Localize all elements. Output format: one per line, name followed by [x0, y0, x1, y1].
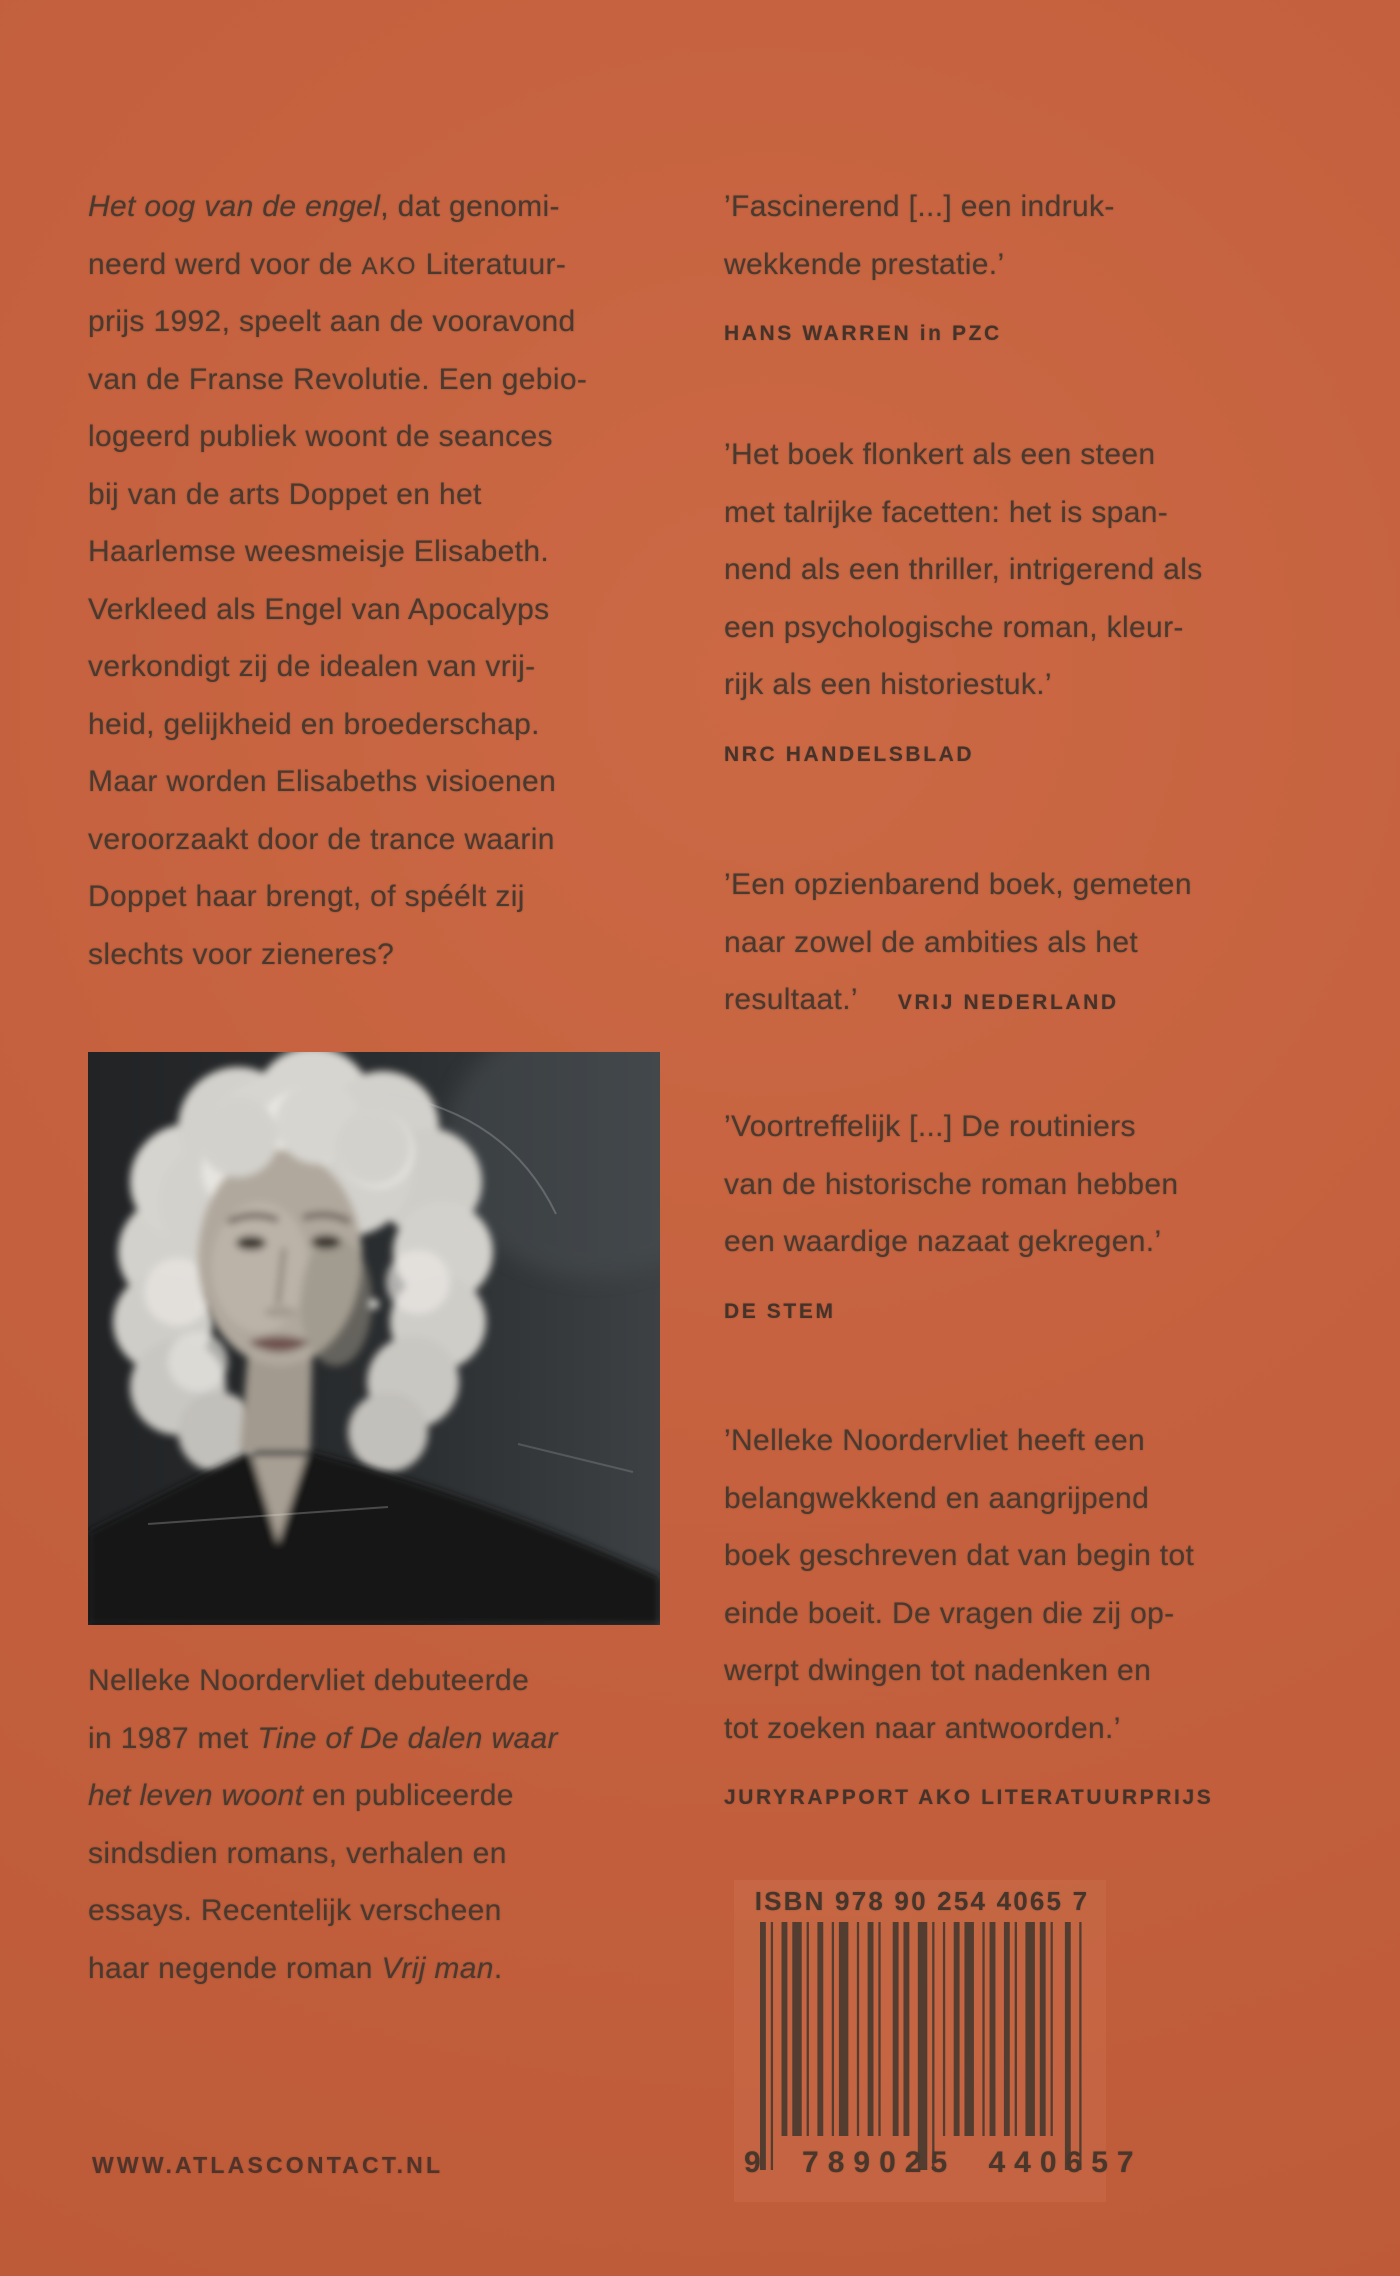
text-line: ’Het boek flonkert als een steen — [724, 438, 1156, 471]
portrait-illustration — [88, 1052, 660, 1625]
text-line: ’Voortreffelijk [...] De routiniers — [724, 1110, 1136, 1143]
quote-lines — [724, 856, 1364, 1029]
review-quote — [724, 426, 1364, 768]
text-line: met talrijke facetten: het is span- — [724, 495, 1169, 529]
quote-attribution: JURYRAPPORT AKO LITERATUURPRIJS — [724, 1786, 1214, 1809]
quote-attribution: DE STEM — [724, 1299, 836, 1323]
text-line: logeerd publiek woont de seances — [88, 420, 553, 453]
quote-attribution: HANS WARREN in PZC — [724, 322, 1002, 345]
text-line: Haarlemse weesmeisje Elisabeth. — [88, 535, 550, 568]
text-line: werpt dwingen tot nadenken en — [724, 1654, 1152, 1687]
author-photo — [88, 1052, 660, 1625]
text-line: essays. Recentelijk verscheen — [88, 1894, 502, 1927]
text-line: ’Een opzienbarend boek, gemeten — [724, 868, 1192, 901]
text-line: slechts voor zieneres? — [88, 937, 395, 971]
text-line: nend als een thriller, intrigerend als — [724, 553, 1203, 586]
text-line: boek geschreven dat van begin tot — [724, 1539, 1195, 1572]
quote-attribution: VRIJ NEDERLAND — [897, 991, 1119, 1014]
text-line: bij van de arts Doppet en het — [88, 477, 482, 511]
text-line: het leven woont en publiceerde — [88, 1779, 514, 1812]
text-line: van de historische roman hebben — [724, 1167, 1179, 1201]
text-line: naar zowel de ambities als het — [724, 925, 1139, 959]
text-line: sindsdien romans, verhalen en — [88, 1836, 507, 1870]
barcode-digits: 9 789025 440657 — [744, 2146, 1143, 2179]
review-quote — [724, 856, 1364, 1029]
text-line: belangwekkend en aangrijpend — [724, 1481, 1150, 1515]
author-bio — [88, 1652, 648, 1997]
quote-lines — [724, 178, 1364, 293]
text-line: een psychologische roman, kleur- — [724, 610, 1184, 644]
text-line: ’Fascinerend [...] een indruk- — [724, 190, 1115, 223]
text-line: Doppet haar brengt, of spéélt zij — [88, 880, 525, 913]
text-line: een waardige nazaat gekregen.’ — [724, 1225, 1162, 1258]
text-line: tot zoeken naar antwoorden.’ — [724, 1711, 1121, 1745]
text-line: prijs 1992, speelt aan de vooravond — [88, 305, 576, 338]
portrait-earring-right — [369, 1299, 379, 1309]
text-line: veroorzaakt door de trance waarin — [88, 822, 555, 856]
text-line: van de Franse Revolutie. Een gebio- — [88, 362, 588, 396]
text-line: heid, gelijkheid en broederschap. — [88, 707, 540, 741]
text-line: resultaat.’ VRIJ NEDERLAND — [724, 983, 1119, 1016]
text-line: Maar worden Elisabeths visioenen — [88, 765, 557, 798]
portrait-eye-right — [311, 1235, 341, 1249]
barcode-bars — [760, 1922, 1090, 2174]
portrait-earring-left — [195, 1299, 205, 1309]
text-line: wekkende prestatie.’ — [724, 247, 1005, 281]
isbn-barcode — [744, 1878, 1143, 2208]
text-line: einde boeit. De vragen die zij op- — [724, 1596, 1175, 1630]
text-line: rijk als een historiestuk.’ — [724, 668, 1052, 701]
text-line: verkondigt zij de idealen van vrij- — [88, 650, 536, 683]
quote-attribution: NRC HANDELSBLAD — [724, 742, 975, 766]
review-quote — [724, 1412, 1364, 1811]
quote-lines — [724, 426, 1364, 714]
isbn-number: ISBN 978 90 254 4065 7 — [754, 1886, 1090, 1916]
text-line: neerd werd voor de AKO Literatuur- — [88, 247, 567, 281]
quote-lines — [724, 1098, 1364, 1271]
text-line: Nelleke Noordervliet debuteerde — [88, 1664, 530, 1697]
synopsis-text — [88, 178, 648, 983]
review-quote — [724, 178, 1364, 347]
publisher-website: WWW.ATLASCONTACT.NL — [92, 2152, 444, 2178]
quote-lines — [724, 1412, 1364, 1757]
text-line: haar negende roman Vrij man. — [88, 1951, 503, 1985]
text-line: ’Nelleke Noordervliet heeft een — [724, 1424, 1146, 1457]
review-quote — [724, 1098, 1364, 1325]
text-line: Het oog van de engel, dat genomi- — [88, 190, 560, 223]
portrait-eye-left — [236, 1236, 266, 1250]
portrait-neck — [240, 1352, 312, 1452]
text-line: in 1987 met Tine of De dalen waar — [88, 1721, 558, 1755]
text-line: Verkleed als Engel van Apocalyps — [88, 592, 550, 626]
